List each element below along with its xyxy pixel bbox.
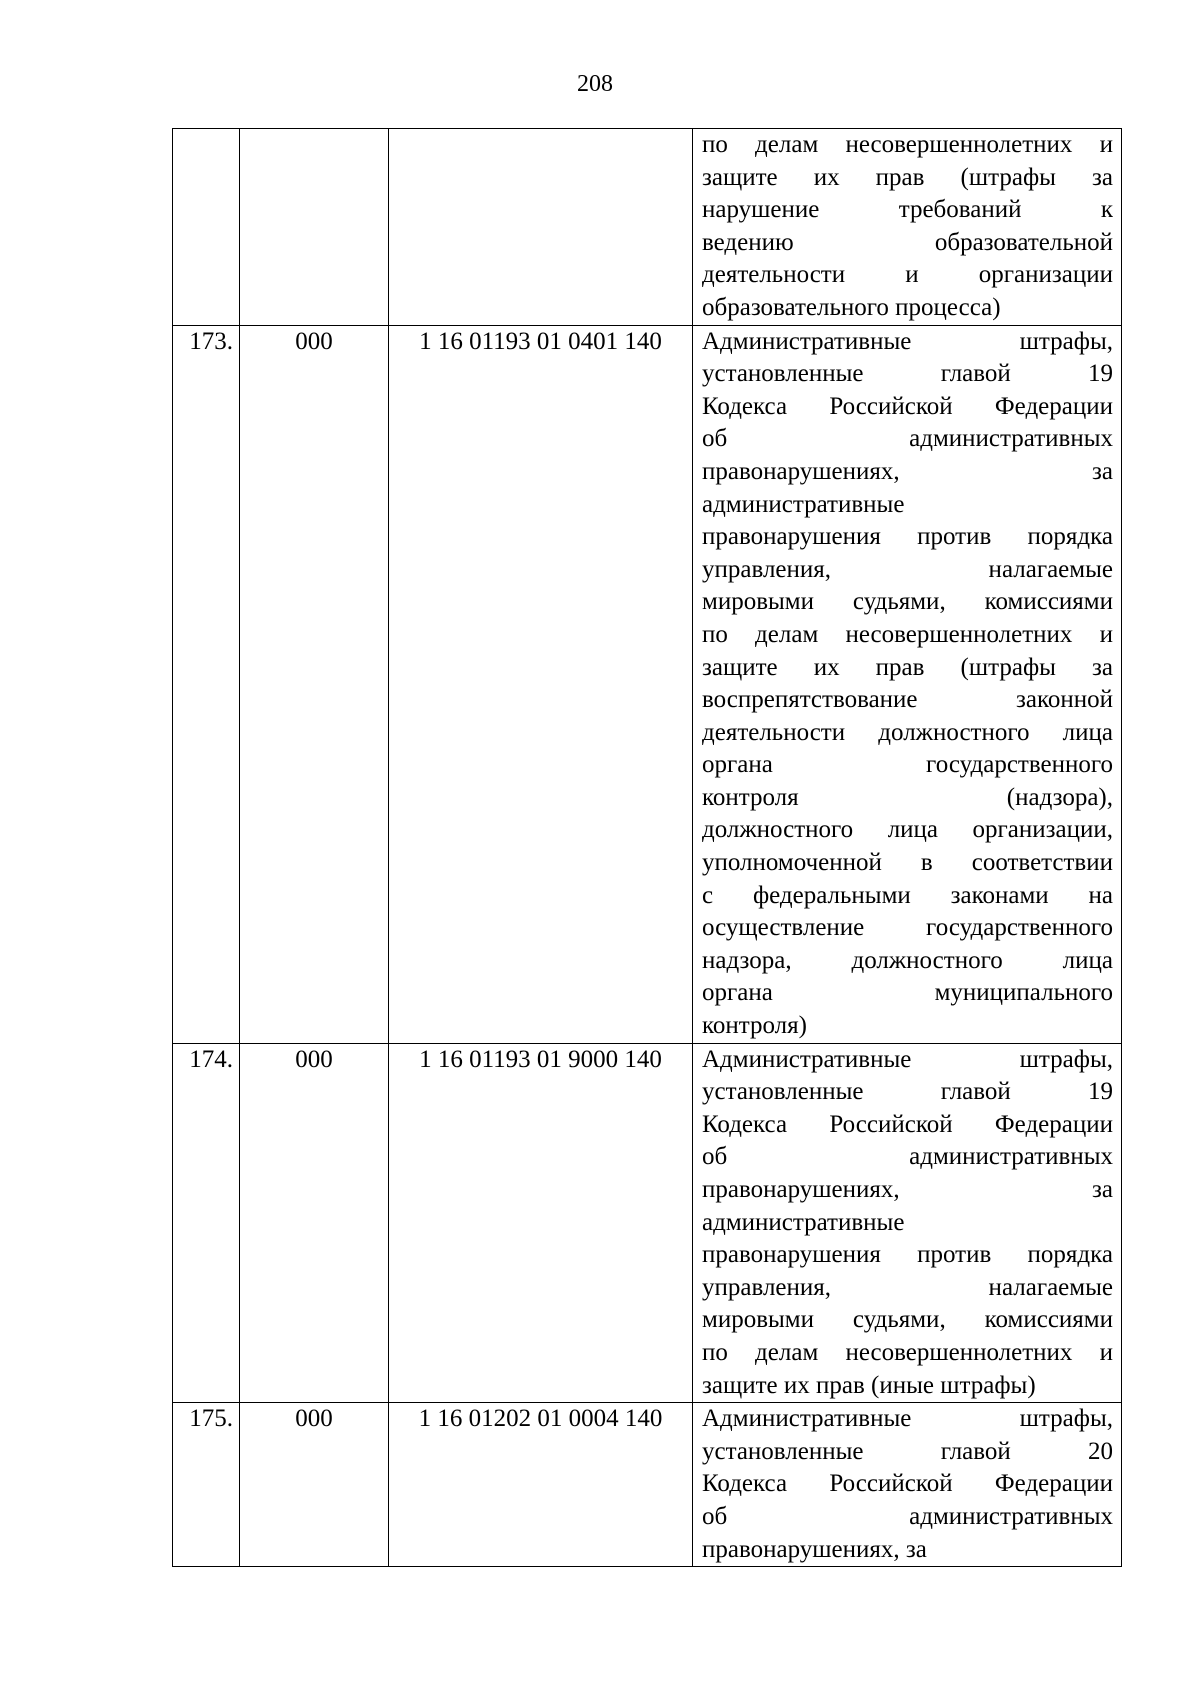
budget-classification-code-cell: 1 16 01193 01 9000 140 bbox=[389, 1043, 693, 1403]
description-line: надзора, должностного лица bbox=[702, 946, 1113, 974]
description-line: об административных bbox=[702, 1143, 1113, 1171]
description-line: образовательного процесса) bbox=[702, 293, 1001, 321]
description-line: Административные штрафы, bbox=[702, 1405, 1113, 1433]
description-line: воспрепятствование законной bbox=[702, 686, 1113, 714]
description-line: Кодекса Российской Федерации bbox=[702, 1470, 1113, 1498]
description-line: административные bbox=[702, 1208, 905, 1236]
description-line: Кодекса Российской Федерации bbox=[702, 1110, 1113, 1138]
table-row bbox=[173, 1403, 1122, 1567]
description-line: уполномоченной в соответствии bbox=[702, 849, 1113, 877]
description-line: Кодекса Российской Федерации bbox=[702, 392, 1113, 420]
admin-code-cell: 000 bbox=[240, 325, 389, 1043]
description-line: установленные главой 19 bbox=[702, 360, 1113, 388]
description-line: органа государственного bbox=[702, 751, 1113, 779]
description-line: управления, налагаемые bbox=[702, 555, 1113, 583]
description-line: административные bbox=[702, 490, 905, 518]
row-number-cell bbox=[173, 129, 240, 326]
admin-code-cell bbox=[240, 129, 389, 326]
description-line: правонарушениях, за bbox=[702, 1535, 927, 1563]
description-line: защите их прав (штрафы за bbox=[702, 163, 1113, 191]
budget-code-table bbox=[172, 128, 1122, 1567]
description-line: контроля (надзора), bbox=[702, 783, 1113, 811]
budget-classification-code-cell bbox=[389, 129, 693, 326]
table-row bbox=[173, 325, 1122, 1043]
description-line: правонарушения против порядка bbox=[702, 523, 1113, 551]
table-row bbox=[173, 1043, 1122, 1403]
row-number-cell: 174. bbox=[173, 1043, 240, 1403]
description-cell bbox=[693, 1403, 1122, 1567]
description-line: с федеральными законами на bbox=[702, 881, 1113, 909]
page-number: 208 bbox=[577, 71, 613, 97]
description-line: Административные штрафы, bbox=[702, 1045, 1113, 1073]
row-number-cell: 173. bbox=[173, 325, 240, 1043]
admin-code-cell: 000 bbox=[240, 1043, 389, 1403]
row-number-cell: 175. bbox=[173, 1403, 240, 1567]
description-line: по делам несовершеннолетних и bbox=[702, 131, 1113, 158]
description-line: мировыми судьями, комиссиями bbox=[702, 588, 1113, 616]
description-line: деятельности и организации bbox=[702, 261, 1113, 289]
description-line: деятельности должностного лица bbox=[702, 718, 1113, 746]
admin-code-cell: 000 bbox=[240, 1403, 389, 1567]
description-line: по делам несовершеннолетних и bbox=[702, 1338, 1113, 1366]
description-line: защите их прав (штрафы за bbox=[702, 653, 1113, 681]
description-line: об административных bbox=[702, 1502, 1113, 1530]
table-row bbox=[173, 129, 1122, 326]
description-cell bbox=[693, 129, 1122, 326]
description-line: по делам несовершеннолетних и bbox=[702, 620, 1113, 648]
description-line: мировыми судьями, комиссиями bbox=[702, 1306, 1113, 1334]
description-cell bbox=[693, 1043, 1122, 1403]
description-line: осуществление государственного bbox=[702, 914, 1113, 942]
description-line: контроля) bbox=[702, 1012, 807, 1040]
description-line: управления, налагаемые bbox=[702, 1273, 1113, 1301]
description-line: установленные главой 20 bbox=[702, 1437, 1113, 1465]
description-line: установленные главой 19 bbox=[702, 1078, 1113, 1106]
budget-classification-code-cell: 1 16 01193 01 0401 140 bbox=[389, 325, 693, 1043]
description-line: правонарушения против порядка bbox=[702, 1241, 1113, 1269]
description-line: должностного лица организации, bbox=[702, 816, 1113, 844]
description-line: ведению образовательной bbox=[702, 228, 1113, 256]
description-line: правонарушениях, за bbox=[702, 457, 1113, 485]
description-line: защите их прав (иные штрафы) bbox=[702, 1371, 1036, 1399]
description-line: нарушение требований к bbox=[702, 196, 1113, 224]
description-line: правонарушениях, за bbox=[702, 1176, 1113, 1203]
description-line: об административных bbox=[702, 425, 1113, 453]
description-line: органа муниципального bbox=[702, 979, 1113, 1007]
budget-classification-code-cell: 1 16 01202 01 0004 140 bbox=[389, 1403, 693, 1567]
description-line: Административные штрафы, bbox=[702, 327, 1113, 355]
description-cell bbox=[693, 325, 1122, 1043]
